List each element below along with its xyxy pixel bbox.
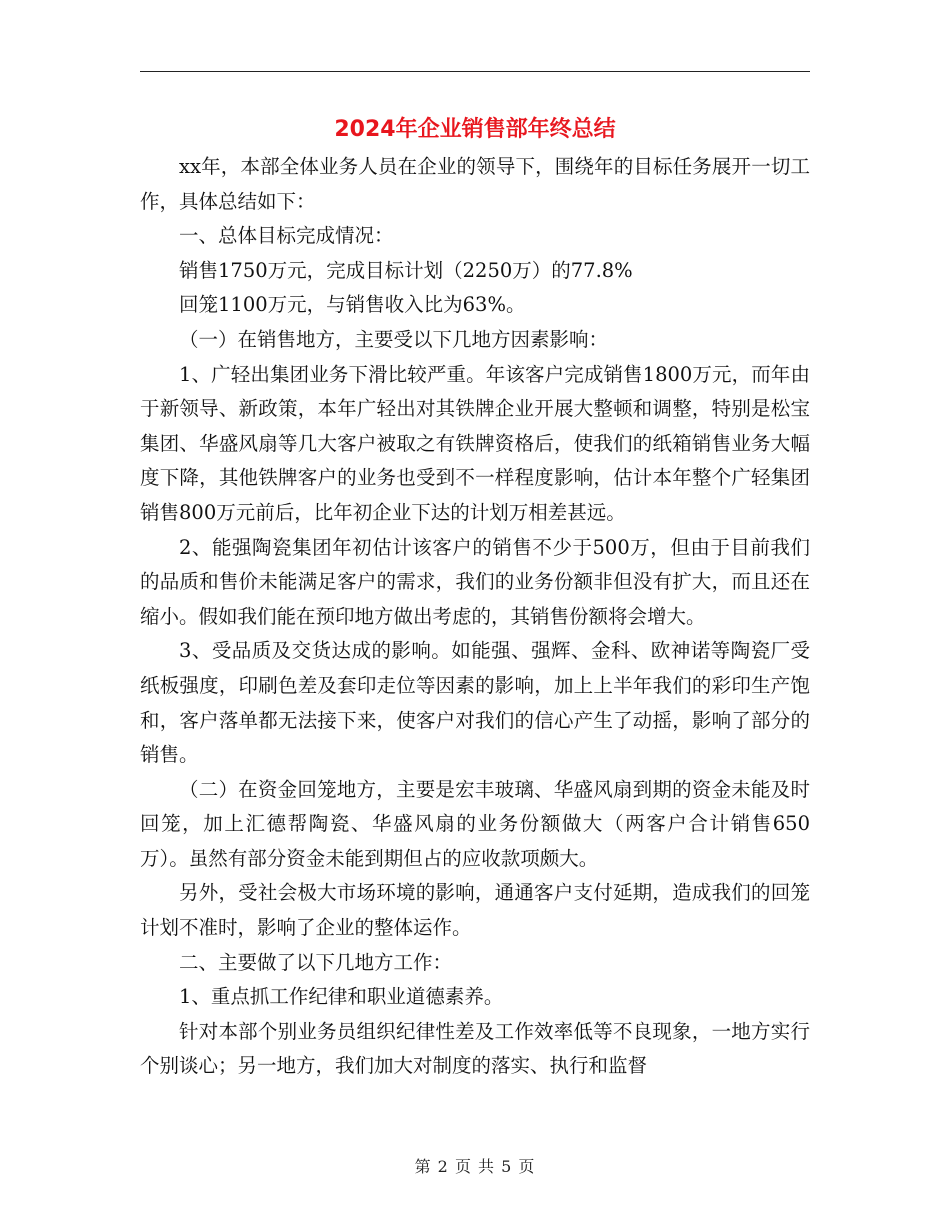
paragraph: 1、重点抓工作纪律和职业道德素养。 — [179, 985, 504, 1009]
paragraph: 销售1750万元，完成目标计划（2250万）的77.8% — [179, 258, 633, 282]
paragraph: xx年，本部全体业务人员在企业的领导下，围绕年的目标任务展开一切工作，具体总结如下： — [140, 155, 810, 213]
paragraph: 2、能强陶瓷集团年初估计该客户的销售不少于500万，但由于目前我们的品质和售价未能满足客户的需求，我们的业务份额非但没有扩大，而且还在缩小。假如我们能在预印地方做出考虑的，其销售份额将会增大。 — [140, 535, 810, 628]
paragraph: 二、主要做了以下几地方工作： — [179, 950, 453, 974]
paragraph: 另外，受社会极大市场环境的影响，通通客户支付延期，造成我们的回笼计划不准时，影响了企业的整体运作。 — [140, 881, 810, 940]
page-number: 第 2 页 共 5 页 — [414, 1157, 536, 1176]
header-rule — [140, 71, 810, 72]
paragraph: 回笼1100万元，与销售收入比为63%。 — [179, 293, 526, 317]
paragraph: 1、广轻出集团业务下滑比较严重。年该客户完成销售1800万元，而年由于新领导、新政策，本年广轻出对其铁牌企业开展大整顿和调整，特别是松宝集团、华盛风扇等几大客户被取之有铁牌资格后，使我们的纸箱销售业务大幅度下降，其他铁牌客户的业务也受到不一样程度影响，估计本年整个广轻集团销售800万元前后，比年初企业下达的计划万相差甚远。 — [140, 362, 810, 524]
paragraph: 针对本部个别业务员组织纪律性差及工作效率低等不良现象，一地方实行个别谈心；另一地方，我们加大对制度的落实、执行和监督 — [140, 1019, 810, 1078]
paragraph: 3、受品质及交货达成的影响。如能强、强辉、金科、欧神诺等陶瓷厂受纸板强度，印刷色差及套印走位等因素的影响，加上上半年我们的彩印生产饱和，客户落单都无法接下来，使客户对我们的信心产生了动摇，影响了部分的销售。 — [140, 639, 810, 767]
paragraph: （二）在资金回笼地方，主要是宏丰玻璃、华盛风扇到期的资金未能及时回笼，加上汇德帮陶瓷、华盛风扇的业务份额做大（两客户合计销售650万）。虽然有部分资金未能到期但占的应收款项颇大。 — [140, 777, 810, 870]
document-title: 2024年企业销售部年终总结 — [334, 117, 616, 142]
paragraph: 一、总体目标完成情况： — [179, 224, 394, 248]
paragraph: （一）在销售地方，主要受以下几地方因素影响： — [179, 327, 609, 351]
document-body — [140, 150, 810, 1084]
